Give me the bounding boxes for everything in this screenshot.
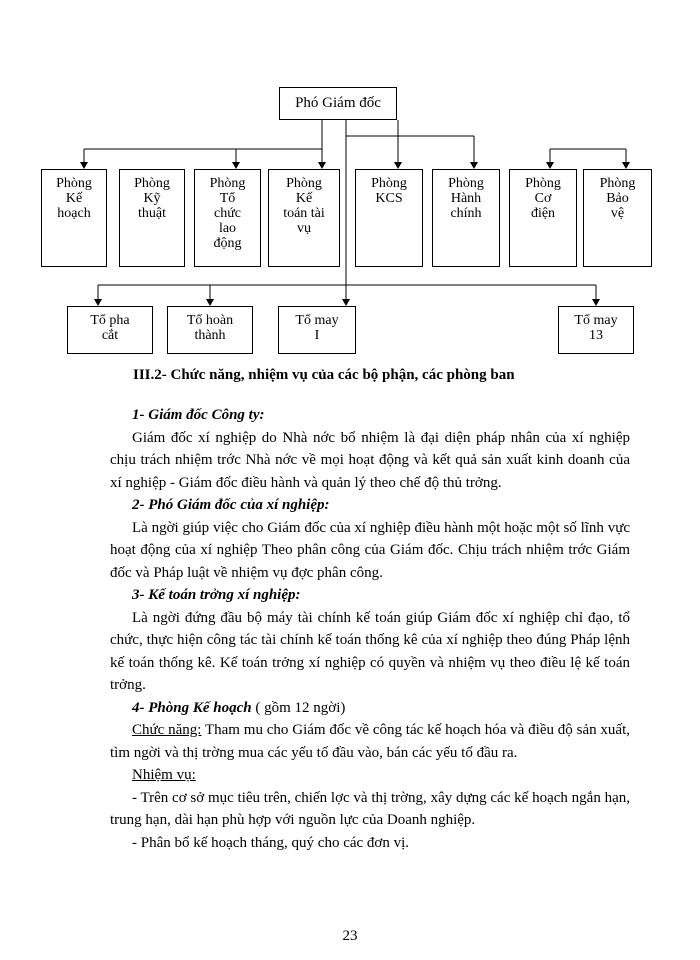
paragraph-ke-toan-truong: Là ngời đứng đầu bộ máy tài chính kế toán giúp Giám đốc xí nghiệp chỉ đạo, tổ chức, thực hiện công tác tài chính kế toán thống kê của xí nghiệp theo đúng Pháp lệnh kế toán thống kê. Kế toán trởng xí nghiệp có quyền và nhiệm vụ theo điều lệ kế toán trởng. — [110, 609, 630, 693]
dept-label-line: vụ — [297, 221, 311, 236]
org-top-label: Phó Giám đốc — [295, 95, 381, 111]
document-body — [110, 404, 630, 854]
heading-phong-ke-hoach-note: ( gồm 12 ngời) — [251, 699, 346, 716]
paragraph-giam-doc: Giám đốc xí nghiệp do Nhà nớc bổ nhiệm là đại diện pháp nhân của xí nghiệp chịu trách nhiệm trớc Nhà nớc về mọi hoạt động và kết quả sản xuất kinh doanh của xí nghiệp - Giám đốc điều hành và quản lý theo chế độ thủ trởng. — [110, 429, 630, 491]
dept-label-line: động — [213, 236, 242, 251]
dept-box-ke-toan — [268, 169, 340, 267]
team-box-pha-cat — [67, 306, 153, 354]
dept-label-line: Bảo — [606, 191, 629, 206]
nhiem-vu-line — [110, 764, 630, 787]
heading-giam-doc: 1- Giám đốc Công ty: — [132, 407, 265, 423]
dept-label-line: thuật — [138, 206, 166, 221]
chuc-nang-body: Tham mu cho Giám đốc về công tác kế hoạch hóa và điều độ sản xuất, tìm ngời và thị trờng mua các yếu tố đầu vào, bán các yếu tố đầu ra. — [110, 722, 630, 761]
dept-label-line: toán tài — [283, 206, 325, 221]
dept-box-bao-ve — [583, 169, 652, 267]
dept-box-ky-thuat — [119, 169, 185, 267]
dept-label-line: điện — [530, 206, 556, 221]
list-item: - Trên cơ sở mục tiêu trên, chiến lợc và thị trờng, xây dựng các kế hoạch ngắn hạn, trung hạn, dài hạn phù hợp với nguồn lực của Doanh nghiệp. — [110, 789, 630, 828]
dept-label-line: KCS — [375, 191, 403, 206]
dept-box-hanh-chinh — [432, 169, 500, 267]
dept-label-line: Phòng — [371, 176, 407, 191]
dept-label-line: Phòng — [599, 176, 636, 191]
team-label-line: Tổ may — [574, 313, 618, 328]
org-top-box — [279, 87, 397, 120]
dept-label-line: Phòng — [286, 176, 322, 191]
dept-label-line: vệ — [610, 206, 625, 221]
section-title: III.2- Chức năng, nhiệm vụ của các bộ phận, các phòng ban — [133, 367, 515, 383]
dept-box-kcs — [355, 169, 423, 267]
team-box-may-1 — [278, 306, 356, 354]
heading-ke-toan-truong: 3- Kế toán trởng xí nghiệp: — [132, 587, 301, 603]
dept-label-line: hoạch — [57, 206, 91, 221]
team-label-line: I — [314, 328, 320, 343]
heading-pho-giam-doc: 2- Phó Giám đốc của xí nghiệp: — [132, 497, 330, 513]
dept-label-line: Kỹ — [143, 191, 161, 206]
dept-label-line: Phòng — [209, 176, 246, 191]
dept-label-line: Phòng — [448, 176, 484, 191]
dept-label-line: chức — [213, 206, 241, 221]
paragraph-chuc-nang — [110, 719, 630, 764]
dept-label-line: Kế — [295, 191, 313, 206]
dept-label-line: Phòng — [56, 176, 92, 191]
heading-phong-ke-hoach-line — [110, 697, 630, 720]
dept-label-line: Phòng — [134, 176, 170, 191]
team-label-line: thành — [194, 328, 226, 343]
dept-label-line: Phòng — [525, 176, 561, 191]
chuc-nang-label: Chức năng: — [132, 722, 202, 738]
team-label-line: Tổ may — [295, 313, 339, 328]
team-label-line: Tổ pha — [90, 313, 130, 328]
team-box-may-13 — [558, 306, 634, 354]
list-item: - Phân bổ kế hoạch tháng, quý cho các đơn vị. — [132, 834, 410, 851]
paragraph-pho-giam-doc: Là ngời giúp việc cho Giám đốc của xí nghiệp điều hành một hoặc một số lĩnh vực hoạt động của xí nghiệp Theo phân công của Giám đốc. Chịu trách nhiệm trớc Giám đốc và Pháp luật về nhiệm vụ đợc phân công. — [110, 519, 630, 581]
team-box-hoan-thanh — [167, 306, 253, 354]
dept-label-line: Hành — [450, 191, 482, 206]
dept-label-line: Tổ — [219, 191, 236, 206]
dept-box-to-chuc — [194, 169, 261, 267]
team-label-line: 13 — [589, 328, 603, 343]
dept-label-line: Cơ — [534, 191, 552, 206]
team-label-line: Tổ hoàn — [186, 313, 234, 328]
nhiem-vu-label: Nhiệm vụ: — [132, 767, 196, 783]
dept-label-line: lao — [218, 221, 237, 236]
dept-box-ke-hoach — [41, 169, 107, 267]
team-label-line: cắt — [101, 328, 119, 343]
page-number: 23 — [342, 928, 358, 944]
dept-label-line: chính — [450, 206, 482, 221]
dept-box-co-dien — [509, 169, 577, 267]
dept-label-line: Kế — [65, 191, 83, 206]
heading-phong-ke-hoach: 4- Phòng Kế hoạch — [132, 699, 252, 716]
